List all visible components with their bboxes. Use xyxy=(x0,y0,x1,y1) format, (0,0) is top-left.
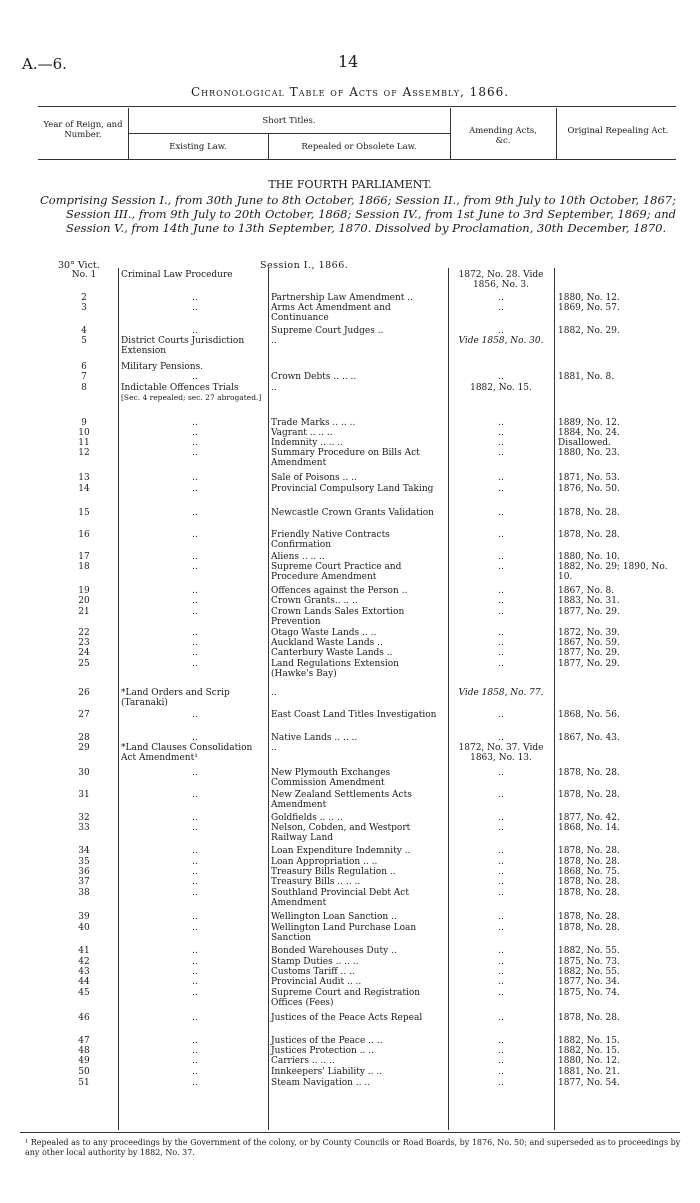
existing-law: .. xyxy=(192,638,198,648)
existing-law: .. xyxy=(192,552,198,562)
amending-acts: .. xyxy=(498,530,504,540)
existing-law: .. xyxy=(192,957,198,967)
footnote: ¹ Repealed as to any proceedings by the Government of the colony, or by County Councils or Road Boards, by 1876, No. 50; and superseded as to proceedings by any other local authority by 1882, No. 37. xyxy=(25,1138,681,1157)
act-number: 5 xyxy=(81,336,87,346)
act-number: 15 xyxy=(78,508,90,518)
amending-acts: .. xyxy=(498,1036,504,1046)
amending-acts: .. xyxy=(498,1013,504,1023)
existing-law: Military Pensions. xyxy=(121,362,204,372)
original-repealing-act: 1877, No. 29. xyxy=(558,607,620,617)
amending-acts: .. xyxy=(498,484,504,494)
original-repealing-act: 1877, No. 42. xyxy=(558,813,620,823)
regnal-year: 30° Vict. xyxy=(58,260,100,271)
repealed-law: .. xyxy=(271,743,277,753)
header-divider-3 xyxy=(450,108,451,159)
repealed-law: Nelson, Cobden, and Westport Railway Land xyxy=(271,823,411,843)
existing-law: .. xyxy=(192,438,198,448)
original-repealing-act: 1871, No. 53. xyxy=(558,473,620,483)
original-repealing-act: 1881, No. 8. xyxy=(558,372,615,382)
amending-acts: .. xyxy=(498,967,504,977)
existing-law: .. xyxy=(192,946,198,956)
existing-law: .. xyxy=(192,428,198,438)
repealed-law: Summary Procedure on Bills Act Amendment xyxy=(271,448,420,468)
amending-acts: .. xyxy=(498,857,504,867)
original-repealing-act: 1877, No. 54. xyxy=(558,1078,620,1088)
repealed-law: Loan Appropriation .. .. xyxy=(271,857,378,867)
amending-acts: .. xyxy=(498,877,504,887)
amending-acts: .. xyxy=(498,303,504,313)
repealed-law: Friendly Native Contracts Confirmation xyxy=(271,530,390,550)
act-number: 34 xyxy=(78,846,90,856)
repealed-law: Justices of the Peace Acts Repeal xyxy=(271,1013,423,1023)
existing-law: .. xyxy=(192,923,198,933)
original-repealing-act: 1880, No. 12. xyxy=(558,293,620,303)
existing-law: .. xyxy=(192,967,198,977)
amending-acts: .. xyxy=(498,659,504,669)
act-number: 18 xyxy=(78,562,90,572)
original-repealing-act: 1878, No. 28. xyxy=(558,530,620,540)
repealed-law: Goldfields .. .. .. xyxy=(271,813,343,823)
existing-law: .. xyxy=(192,1013,198,1023)
amending-acts: Vide 1858, No. 77. xyxy=(458,688,544,698)
existing-law: *Land Clauses Consolidation Act Amendment¹ xyxy=(121,743,253,763)
existing-law: .. xyxy=(192,846,198,856)
amending-acts: .. xyxy=(498,596,504,606)
original-repealing-act: 1882, No. 15. xyxy=(558,1046,620,1056)
act-number: 7 xyxy=(81,372,87,382)
existing-law: .. xyxy=(192,857,198,867)
amending-acts: .. xyxy=(498,1046,504,1056)
repealed-law: Wellington Loan Sanction .. xyxy=(271,912,397,922)
repealed-law: .. xyxy=(271,688,277,698)
original-repealing-act: 1882, No. 29; 1890, No. 10. xyxy=(558,562,668,582)
existing-law: .. xyxy=(192,607,198,617)
act-number: 46 xyxy=(78,1013,90,1023)
parliament-description xyxy=(40,193,676,236)
original-repealing-act: 1880, No. 12. xyxy=(558,1056,620,1066)
act-number: 38 xyxy=(78,888,90,898)
original-repealing-act: 1868, No. 56. xyxy=(558,710,620,720)
original-repealing-act: 1878, No. 28. xyxy=(558,923,620,933)
act-number: 4 xyxy=(81,326,87,336)
original-repealing-act: 1877, No. 29. xyxy=(558,659,620,669)
header-divider-2 xyxy=(268,134,269,159)
original-repealing-act: 1868, No. 75. xyxy=(558,867,620,877)
existing-law: .. xyxy=(192,710,198,720)
original-repealing-act: 1884, No. 24. xyxy=(558,428,620,438)
header-mid-rule xyxy=(128,133,450,134)
col-year-header: Year of Reign, and Number. xyxy=(43,120,123,140)
amending-acts: .. xyxy=(498,957,504,967)
original-repealing-act: 1878, No. 28. xyxy=(558,790,620,800)
act-number: 14 xyxy=(78,484,90,494)
original-repealing-act: 1882, No. 15. xyxy=(558,1036,620,1046)
repealed-law: Treasury Bills .. .. .. xyxy=(271,877,361,887)
amending-acts: .. xyxy=(498,888,504,898)
act-number: 36 xyxy=(78,867,90,877)
existing-law: .. xyxy=(192,372,198,382)
act-number: 50 xyxy=(78,1067,90,1077)
repealed-law: Wellington Land Purchase Loan Sanction xyxy=(271,923,417,943)
existing-law: .. xyxy=(192,530,198,540)
existing-law: .. xyxy=(192,813,198,823)
existing-law: .. xyxy=(192,823,198,833)
original-repealing-act: 1876, No. 50. xyxy=(558,484,620,494)
existing-law: .. xyxy=(192,790,198,800)
existing-law: Criminal Law Procedure xyxy=(121,270,233,280)
original-repealing-act: 1877, No. 29. xyxy=(558,648,620,658)
repealed-law: Newcastle Crown Grants Validation xyxy=(271,508,434,518)
existing-law: .. xyxy=(192,418,198,428)
act-number: 49 xyxy=(78,1056,90,1066)
col-short-titles-header: Short Titles. xyxy=(262,116,316,126)
original-repealing-act: 1867, No. 59. xyxy=(558,638,620,648)
amending-acts: .. xyxy=(498,607,504,617)
body-divider-1 xyxy=(118,268,119,1130)
existing-law: .. xyxy=(192,988,198,998)
original-repealing-act: 1889, No. 12. xyxy=(558,418,620,428)
repealed-law: Indemnity .. .. .. xyxy=(271,438,344,448)
session-label: Session I., 1866. xyxy=(260,260,349,271)
original-repealing-act: 1875, No. 74. xyxy=(558,988,620,998)
repealed-law: New Plymouth Exchanges Commission Amendment xyxy=(271,768,391,788)
col-original-header: Original Repealing Act. xyxy=(567,126,669,136)
repealed-law: Supreme Court and Registration Offices (Fees) xyxy=(271,988,421,1008)
act-number: 37 xyxy=(78,877,90,887)
col-existing-header: Existing Law. xyxy=(169,142,227,152)
original-repealing-act: 1882, No. 55. xyxy=(558,946,620,956)
existing-law: .. xyxy=(192,326,198,336)
repealed-law: Auckland Waste Lands .. xyxy=(271,638,383,648)
existing-law: .. xyxy=(192,867,198,877)
original-repealing-act: 1878, No. 28. xyxy=(558,508,620,518)
repealed-law: Crown Lands Sales Extortion Prevention xyxy=(271,607,405,627)
body-divider-4 xyxy=(554,268,555,1130)
act-number: No. 1 xyxy=(71,270,97,280)
act-number: 51 xyxy=(78,1078,90,1088)
amending-acts: .. xyxy=(498,733,504,743)
original-repealing-act: 1882, No. 29. xyxy=(558,326,620,336)
existing-law: .. xyxy=(192,648,198,658)
act-number: 41 xyxy=(78,946,90,956)
existing-law: .. xyxy=(192,596,198,606)
original-repealing-act: 1877, No. 34. xyxy=(558,977,620,987)
amending-acts: .. xyxy=(498,912,504,922)
repealed-law: Customs Tariff .. .. xyxy=(271,967,355,977)
amending-acts: .. xyxy=(498,508,504,518)
act-number: 33 xyxy=(78,823,90,833)
act-number: 3 xyxy=(81,303,87,313)
existing-law: .. xyxy=(192,1036,198,1046)
repealed-law: .. xyxy=(271,383,277,393)
amending-acts: .. xyxy=(498,586,504,596)
act-number: 27 xyxy=(78,710,90,720)
repealed-law: Justices Protection .. .. xyxy=(271,1046,374,1056)
amending-acts: .. xyxy=(498,768,504,778)
amending-acts: .. xyxy=(498,418,504,428)
repealed-law: Vagrant .. .. .. xyxy=(271,428,333,438)
existing-law: .. xyxy=(192,484,198,494)
repealed-law: Provincial Compulsory Land Taking xyxy=(271,484,434,494)
act-number: 8 xyxy=(81,383,87,393)
act-number: 43 xyxy=(78,967,90,977)
page-title: Chronological Table of Acts of Assembly, 1866. xyxy=(190,85,510,99)
existing-law: .. xyxy=(192,628,198,638)
act-number: 48 xyxy=(78,1046,90,1056)
body-divider-3 xyxy=(448,268,449,1130)
amending-acts: .. xyxy=(498,846,504,856)
existing-law: .. xyxy=(192,303,198,313)
original-repealing-act: 1882, No. 55. xyxy=(558,967,620,977)
existing-law: .. xyxy=(192,448,198,458)
amending-acts: .. xyxy=(498,823,504,833)
act-number: 20 xyxy=(78,596,90,606)
original-repealing-act: 1881, No. 21. xyxy=(558,1067,620,1077)
amending-acts: .. xyxy=(498,372,504,382)
original-repealing-act: 1878, No. 28. xyxy=(558,912,620,922)
repealed-law: Stamp Duties .. .. .. xyxy=(271,957,359,967)
existing-law: Indictable Offences Trials xyxy=(121,383,239,393)
repealed-law: Crown Grants.. .. .. xyxy=(271,596,358,606)
existing-law: .. xyxy=(192,877,198,887)
header-bottom-rule xyxy=(38,159,676,160)
amending-acts: .. xyxy=(498,552,504,562)
act-number: 23 xyxy=(78,638,90,648)
original-repealing-act: Disallowed. xyxy=(558,438,611,448)
repealed-law: Native Lands .. .. .. xyxy=(271,733,358,743)
repealed-law: Loan Expenditure Indemnity .. xyxy=(271,846,411,856)
existing-law: .. xyxy=(192,659,198,669)
repealed-law: Southland Provincial Debt Act Amendment xyxy=(271,888,409,908)
original-repealing-act: 1878, No. 28. xyxy=(558,768,620,778)
original-repealing-act: 1880, No. 23. xyxy=(558,448,620,458)
repealed-law: Justices of the Peace .. .. xyxy=(271,1036,383,1046)
act-number: 44 xyxy=(78,977,90,987)
act-number: 2 xyxy=(81,293,87,303)
act-number: 17 xyxy=(78,552,90,562)
amending-acts: .. xyxy=(498,790,504,800)
col-amending-header: Amending Acts, &c. xyxy=(469,126,537,146)
amending-acts: 1872, No. 37. Vide 1863, No. 13. xyxy=(458,743,544,763)
existing-law: .. xyxy=(192,768,198,778)
existing-law: .. xyxy=(192,1056,198,1066)
page-number: 14 xyxy=(338,52,359,71)
act-number: 22 xyxy=(78,628,90,638)
amending-acts: Vide 1858, No. 30. xyxy=(458,336,544,346)
existing-law: .. xyxy=(192,562,198,572)
repealed-law: .. xyxy=(271,336,277,346)
repealed-law: Canterbury Waste Lands .. xyxy=(271,648,393,658)
repealed-law: East Coast Land Titles Investigation xyxy=(271,710,437,720)
original-repealing-act: 1878, No. 28. xyxy=(558,846,620,856)
act-number: 12 xyxy=(78,448,90,458)
amending-acts: .. xyxy=(498,813,504,823)
act-number: 19 xyxy=(78,586,90,596)
act-number: 32 xyxy=(78,813,90,823)
amending-acts: .. xyxy=(498,438,504,448)
repealed-law: Trade Marks .. .. .. xyxy=(271,418,356,428)
original-repealing-act: 1872, No. 39. xyxy=(558,628,620,638)
original-repealing-act: 1875, No. 73. xyxy=(558,957,620,967)
amending-acts: .. xyxy=(498,428,504,438)
repealed-law: New Zealand Settlements Acts Amendment xyxy=(271,790,412,810)
amending-acts: 1882, No. 15. xyxy=(470,383,532,393)
amending-acts: .. xyxy=(498,1078,504,1088)
act-number: 39 xyxy=(78,912,90,922)
existing-law: .. xyxy=(192,1078,198,1088)
amending-acts: .. xyxy=(498,710,504,720)
existing-law: .. xyxy=(192,888,198,898)
amending-acts: 1872, No. 28. Vide 1856, No. 3. xyxy=(458,270,544,290)
existing-law: .. xyxy=(192,508,198,518)
act-number: 9 xyxy=(81,418,87,428)
repealed-law: Bonded Warehouses Duty .. xyxy=(271,946,397,956)
footnote-rule xyxy=(20,1132,680,1133)
amending-acts: .. xyxy=(498,326,504,336)
parliament-heading: THE FOURTH PARLIAMENT. xyxy=(268,178,432,191)
original-repealing-act: 1878, No. 28. xyxy=(558,1013,620,1023)
col-repealed-header: Repealed or Obsolete Law. xyxy=(301,142,417,152)
amending-acts: .. xyxy=(498,638,504,648)
existing-law: .. xyxy=(192,293,198,303)
amending-acts: .. xyxy=(498,448,504,458)
act-number: 25 xyxy=(78,659,90,669)
amending-acts: .. xyxy=(498,1056,504,1066)
original-repealing-act: 1878, No. 28. xyxy=(558,877,620,887)
repealed-law: Crown Debts .. .. .. xyxy=(271,372,357,382)
repealed-law: Land Regulations Extension (Hawke's Bay) xyxy=(271,659,399,679)
header-divider-4 xyxy=(556,108,557,159)
original-repealing-act: 1883, No. 31. xyxy=(558,596,620,606)
repealed-law: Partnership Law Amendment .. xyxy=(271,293,413,303)
original-repealing-act: 1867, No. 8. xyxy=(558,586,615,596)
act-number: 10 xyxy=(78,428,90,438)
existing-law: .. xyxy=(192,977,198,987)
repealed-law: Supreme Court Judges .. xyxy=(271,326,384,336)
act-number: 21 xyxy=(78,607,90,617)
existing-law: .. xyxy=(192,473,198,483)
repealed-law: Steam Navigation .. .. xyxy=(271,1078,371,1088)
act-number: 16 xyxy=(78,530,90,540)
repealed-law: Treasury Bills Regulation .. xyxy=(271,867,396,877)
repealed-law: Offences against the Person .. xyxy=(271,586,408,596)
act-number: 47 xyxy=(78,1036,90,1046)
repealed-law: Aliens .. .. .. xyxy=(271,552,325,562)
existing-law: .. xyxy=(192,1067,198,1077)
amending-acts: .. xyxy=(498,473,504,483)
act-number: 6 xyxy=(81,362,87,372)
amending-acts: .. xyxy=(498,1067,504,1077)
amending-acts: .. xyxy=(498,946,504,956)
parliament-description-text: Comprising Session I., from 30th June to 8th October, 1866; Session II., from 9th July to 10th October, 1867; Session III., from 9th July to 20th October, 1868; Session IV., from 1st June to 3rd September, 1869; and Session V., from 14th June to 13th September, 1870. Dissolved by Proclamation, 30th December, 1870. xyxy=(40,193,676,236)
existing-law: .. xyxy=(192,1046,198,1056)
act-number: 24 xyxy=(78,648,90,658)
original-repealing-act: 1880, No. 10. xyxy=(558,552,620,562)
act-number: 28 xyxy=(78,733,90,743)
existing-law: .. xyxy=(192,912,198,922)
existing-law: .. xyxy=(192,586,198,596)
existing-law: *Land Orders and Scrip (Taranaki) xyxy=(121,688,230,708)
act-number: 30 xyxy=(78,768,90,778)
amending-acts: .. xyxy=(498,923,504,933)
original-repealing-act: 1878, No. 28. xyxy=(558,888,620,898)
act-number: 11 xyxy=(78,438,90,448)
amending-acts: .. xyxy=(498,628,504,638)
header-divider-1 xyxy=(128,108,129,159)
repealed-law: Otago Waste Lands .. .. xyxy=(271,628,377,638)
act-number: 35 xyxy=(78,857,90,867)
amending-acts: .. xyxy=(498,988,504,998)
repealed-law: Carriers .. .. .. xyxy=(271,1056,335,1066)
act-number: 31 xyxy=(78,790,90,800)
repealed-law: Arms Act Amendment and Continuance xyxy=(271,303,391,323)
existing-law: District Courts Jurisdiction Extension xyxy=(121,336,245,356)
page-ref: A.—6. xyxy=(22,55,67,73)
original-repealing-act: 1878, No. 28. xyxy=(558,857,620,867)
amending-acts: .. xyxy=(498,867,504,877)
original-repealing-act: 1868, No. 14. xyxy=(558,823,620,833)
act-number: 45 xyxy=(78,988,90,998)
original-repealing-act: 1867, No. 43. xyxy=(558,733,620,743)
header-top-rule xyxy=(38,106,676,107)
original-repealing-act: 1869, No. 57. xyxy=(558,303,620,313)
amending-acts: .. xyxy=(498,293,504,303)
act-number: 42 xyxy=(78,957,90,967)
amending-acts: .. xyxy=(498,648,504,658)
amending-acts: .. xyxy=(498,977,504,987)
repealed-law: Sale of Poisons .. .. xyxy=(271,473,357,483)
act-number: 40 xyxy=(78,923,90,933)
act-number: 13 xyxy=(78,473,90,483)
repealed-law: Supreme Court Practice and Procedure Amendment xyxy=(271,562,402,582)
act-number: 26 xyxy=(78,688,90,698)
amending-acts: .. xyxy=(498,562,504,572)
existing-law: .. xyxy=(192,733,198,743)
act-number: 29 xyxy=(78,743,90,753)
act-note: [Sec. 4 repealed; sec. 27 abrogated.] xyxy=(121,393,262,402)
repealed-law: Provincial Audit .. .. xyxy=(271,977,362,987)
repealed-law: Innkeepers' Liability .. .. xyxy=(271,1067,383,1077)
